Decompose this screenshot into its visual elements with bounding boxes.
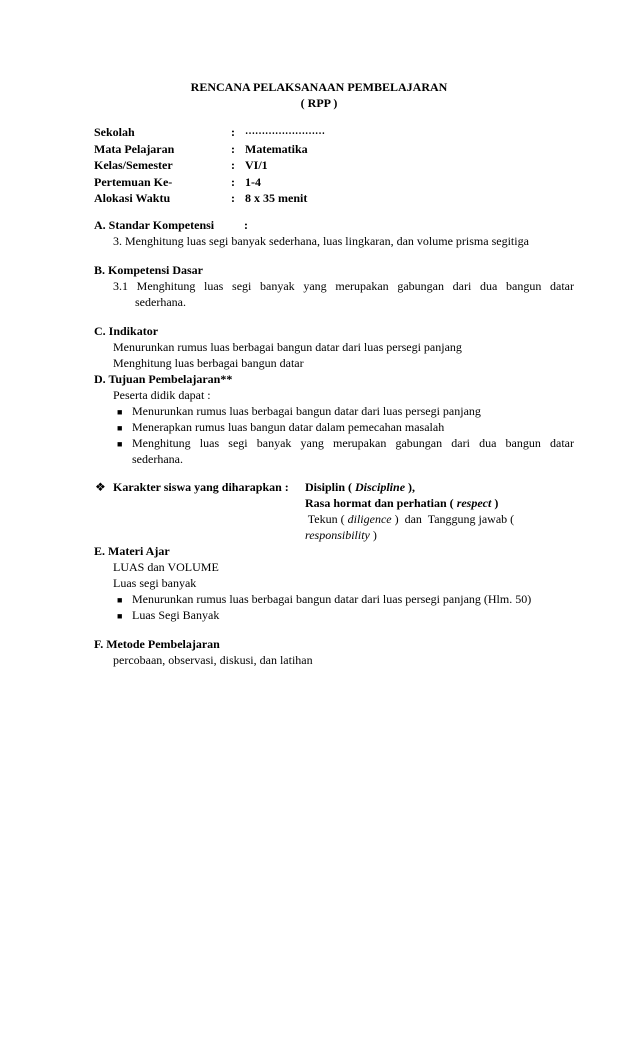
indicator-item: Menghitung luas berbagai bangun datar [113, 356, 304, 370]
square-bullet-icon: ■ [117, 423, 123, 433]
karakter-value-4: responsibility ) [305, 528, 377, 542]
karakter-value-2: Rasa hormat dan perhatian ( respect ) [305, 496, 499, 510]
identity-colon: : [231, 125, 235, 139]
square-bullet-icon: ■ [117, 439, 123, 449]
section-e-line1: LUAS dan VOLUME [113, 560, 219, 574]
objective-item-continuation: sederhana. [132, 452, 183, 466]
section-a-colon: : [244, 218, 248, 232]
identity-colon: : [231, 191, 235, 205]
identity-label-pertemuan: Pertemuan Ke- [94, 174, 173, 189]
karakter-value-3: Tekun ( diligence ) dan Tanggung jawab ( [305, 512, 515, 526]
square-bullet-icon: ■ [117, 407, 123, 417]
identity-value-kelas: VI/1 [245, 158, 268, 172]
section-c-heading: C. Indikator [94, 324, 159, 338]
identity-value-alokasi: 8 x 35 menit [245, 191, 308, 205]
section-f-line: percobaan, observasi, diskusi, dan latihan [113, 653, 313, 667]
identity-label-kelas: Kelas/Semester [94, 158, 173, 172]
identity-colon: : [231, 158, 235, 172]
section-b-line2: sederhana. [135, 295, 186, 309]
section-d-intro: Peserta didik dapat : [113, 388, 211, 402]
materi-item: Luas Segi Banyak [132, 608, 220, 622]
section-a-heading: A. Standar Kompetensi [94, 218, 215, 232]
section-e-heading: E. Materi Ajar [94, 544, 170, 558]
square-bullet-icon: ■ [117, 595, 123, 605]
identity-value-mapel: Matematika [245, 141, 308, 156]
identity-label-mapel: Mata Pelajaran [94, 141, 175, 156]
section-b-heading: B. Kompetensi Dasar [94, 263, 203, 277]
identity-label-sekolah: Sekolah [94, 125, 135, 139]
objective-item: Menerapkan rumus luas bangun datar dalam pemecahan masalah [132, 420, 445, 434]
section-a-line: 3. Menghitung luas segi banyak sederhana, luas lingkaran, dan volume prisma segitiga [113, 234, 529, 248]
objective-item: Menurunkan rumus luas berbagai bangun datar dari luas persegi panjang [132, 404, 481, 418]
section-e-line2: Luas segi banyak [113, 576, 197, 590]
materi-item: Menurunkan rumus luas berbagai bangun datar dari luas persegi panjang (Hlm. 50) [132, 592, 532, 606]
indicator-item: Menurunkan rumus luas berbagai bangun datar dari luas persegi panjang [113, 340, 462, 354]
identity-colon: : [231, 174, 235, 189]
objective-item: Menghitung luas segi banyak yang merupakan gabungan dari dua bangun datar [132, 436, 574, 450]
document-title: RENCANA PELAKSANAAN PEMBELAJARAN [190, 80, 448, 94]
section-b-line1: 3.1 Menghitung luas segi banyak yang merupakan gabungan dari dua bangun datar [113, 279, 574, 293]
identity-value-sekolah: …………………… [245, 126, 325, 137]
diamond-bullet-icon: ❖ [95, 480, 106, 494]
karakter-value-1: Disiplin ( Discipline ), [305, 480, 416, 494]
identity-colon: : [231, 141, 235, 156]
section-f-heading: F. Metode Pembelajaran [94, 637, 220, 651]
identity-label-alokasi: Alokasi Waktu [94, 191, 171, 205]
document-subtitle: ( RPP ) [300, 96, 338, 110]
section-d-heading: D. Tujuan Pembelajaran** [94, 372, 233, 386]
karakter-label: Karakter siswa yang diharapkan : [113, 480, 289, 494]
identity-value-pertemuan: 1-4 [245, 174, 261, 189]
square-bullet-icon: ■ [117, 611, 123, 621]
